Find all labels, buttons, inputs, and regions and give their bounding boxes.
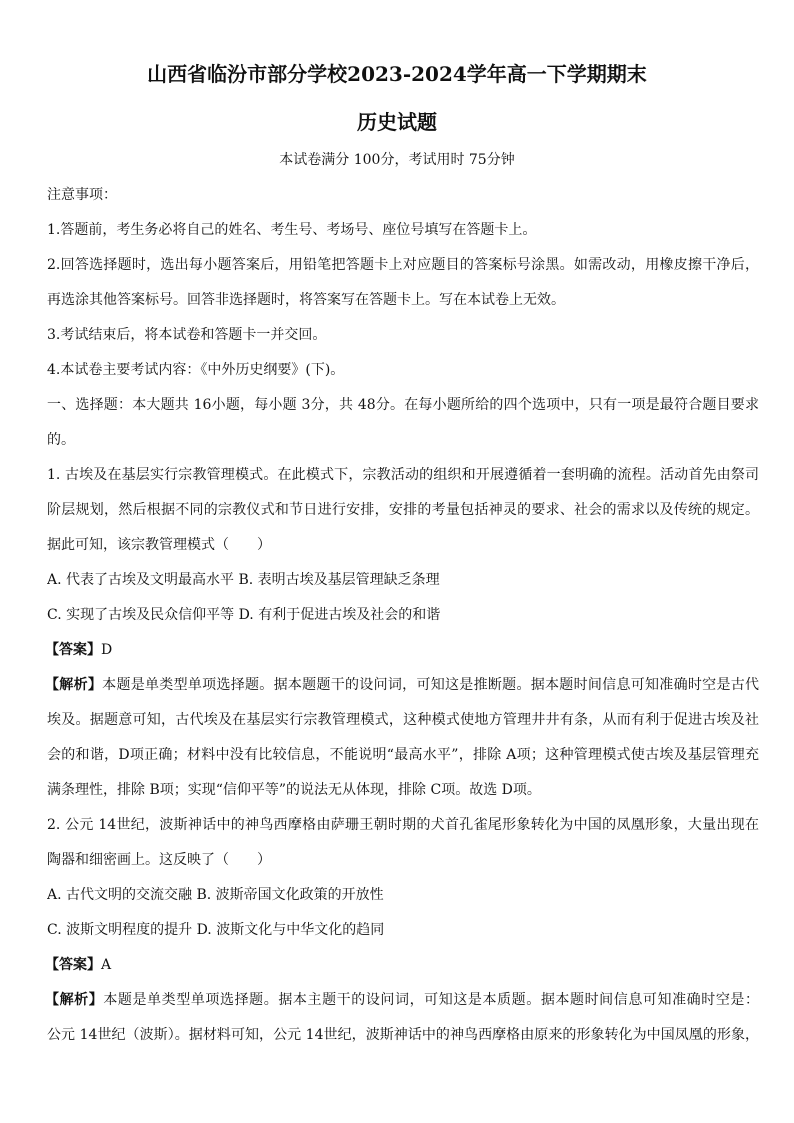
section-heading-line: 一、选择题：本大题共 16小题，每小题 3分，共 48分。在每小题所给的四个选项中，只有一项是最符合题目要求 bbox=[47, 397, 759, 413]
answer-label: 【答案】 bbox=[45, 642, 101, 658]
document-subtitle: 历史试题 bbox=[357, 110, 437, 134]
analysis-label: 【解析】 bbox=[45, 677, 103, 693]
notice-item: 2.回答选择题时，选出每小题答案后，用铅笔把答题卡上对应题目的答案标号涂黑。如需改动，用橡皮擦干净后， bbox=[47, 257, 759, 273]
answer-label: 【答案】 bbox=[45, 957, 101, 973]
analysis-line: 公元 14世纪（波斯）。据材料可知，公元 14世纪，波斯神话中的神鸟西摩格由原来的形象转化为中国凤凰的形象， bbox=[47, 1027, 759, 1043]
answer-line bbox=[45, 640, 757, 660]
question-stem-line: 阶层规划，然后根据不同的宗教仪式和节日进行安排，安排的考量包括神灵的要求、社会的需求以及传统的规定。 bbox=[47, 502, 759, 518]
section-heading-line: 的。 bbox=[47, 432, 75, 448]
question-stem-line: 1. 古埃及在基层实行宗教管理模式。在此模式下，宗教活动的组织和开展遵循着一套明确的流程。活动首先由祭司 bbox=[47, 467, 759, 483]
answer-line bbox=[45, 955, 757, 975]
question-stem-line: 2. 公元 14世纪，波斯神话中的神鸟西摩格由萨珊王朝时期的犬首孔雀尾形象转化为中国的凤凰形象，大量出现在 bbox=[47, 817, 759, 833]
question-options-line: C. 波斯文明程度的提升 D. 波斯文化与中华文化的趋同 bbox=[47, 922, 385, 938]
question-stem-line: 据此可知，该宗教管理模式（ ） bbox=[47, 537, 271, 553]
analysis-label: 【解析】 bbox=[45, 992, 104, 1008]
analysis-line bbox=[45, 990, 759, 1010]
document-title: 山西省临汾市部分学校2023-2024学年高一下学期期末 bbox=[147, 62, 647, 86]
question-options-line: C. 实现了古埃及民众信仰平等 D. 有利于促进古埃及社会的和谐 bbox=[47, 607, 441, 623]
question-stem-line: 陶器和细密画上。这反映了（ ） bbox=[47, 852, 271, 868]
exam-info: 本试卷满分 100分，考试用时 75分钟 bbox=[279, 152, 515, 168]
analysis-line: 会的和谐，D项正确；材料中没有比较信息，不能说明“最高水平”，排除 A项；这种管理模式使古埃及基层管理充 bbox=[47, 747, 759, 763]
notice-item: 4.本试卷主要考试内容：《中外历史纲要》(下)。 bbox=[47, 362, 345, 378]
question-options-line: A. 代表了古埃及文明最高水平 B. 表明古埃及基层管理缺乏条理 bbox=[47, 572, 440, 588]
analysis-text: 本题是单类型单项选择题。据本题题干的设问词，可知这是推断题。据本题时间信息可知准确时空是古代 bbox=[102, 677, 759, 693]
answer-value: A bbox=[101, 957, 112, 973]
analysis-line: 满条理性，排除 B项；实现“信仰平等”的说法无从体现，排除 C项。故选 D项。 bbox=[47, 782, 541, 798]
notice-item: 3.考试结束后，将本试卷和答题卡一并交回。 bbox=[47, 327, 327, 343]
notice-item: 再选涂其他答案标号。回答非选择题时，将答案写在答题卡上。写在本试卷上无效。 bbox=[47, 292, 565, 308]
analysis-line: 埃及。据题意可知，古代埃及在基层实行宗教管理模式，这种模式使地方管理井井有条，从而有利于促进古埃及社 bbox=[47, 712, 759, 728]
notice-item: 1.答题前，考生务必将自己的姓名、考生号、考场号、座位号填写在答题卡上。 bbox=[47, 222, 537, 238]
answer-value: D bbox=[101, 642, 113, 658]
notice-heading: 注意事项： bbox=[47, 187, 117, 203]
analysis-line bbox=[45, 675, 759, 695]
question-options-line: A. 古代文明的交流交融 B. 波斯帝国文化政策的开放性 bbox=[47, 887, 384, 903]
analysis-text: 本题是单类型单项选择题。据本主题干的设问词，可知这是本质题。据本题时间信息可知准确时空是： bbox=[103, 992, 759, 1008]
